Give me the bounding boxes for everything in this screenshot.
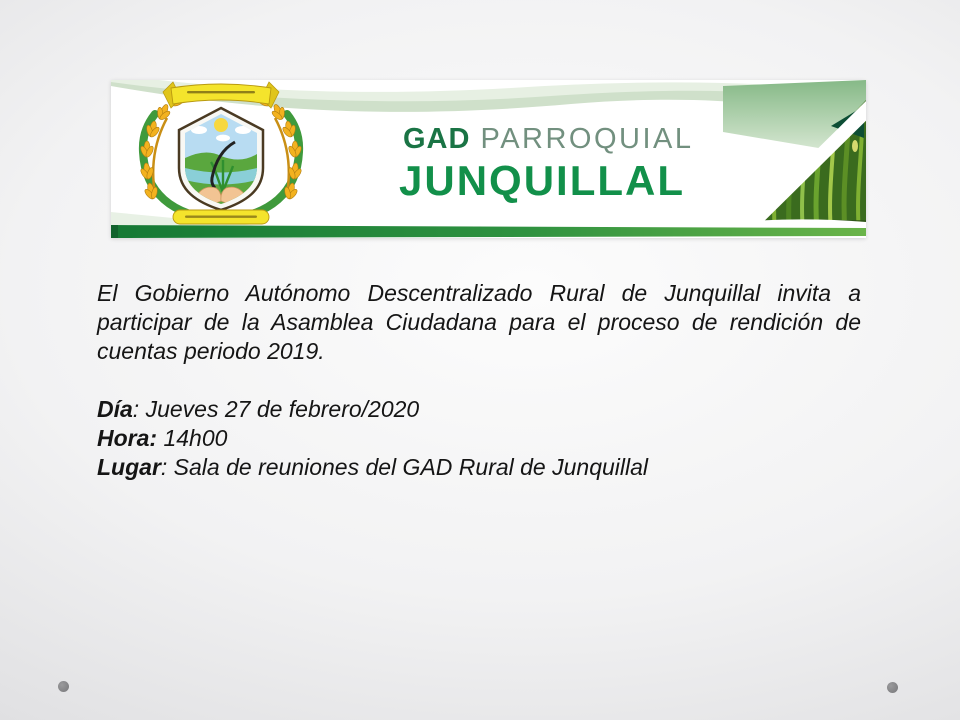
junquillal-crest-logo bbox=[111, 80, 331, 228]
brand-text bbox=[399, 123, 843, 204]
detail-dia bbox=[97, 395, 861, 424]
header-banner bbox=[111, 80, 866, 238]
brand-line1 bbox=[403, 125, 843, 154]
detail-hora-value: 14h00 bbox=[163, 425, 228, 451]
detail-dia-sep: : bbox=[132, 396, 146, 422]
detail-hora bbox=[97, 424, 861, 453]
crest-shield bbox=[179, 108, 263, 210]
detail-lugar-label: Lugar bbox=[97, 454, 161, 480]
slide-dot-left bbox=[58, 681, 69, 692]
detail-lugar-sep: : bbox=[160, 454, 174, 480]
event-details bbox=[97, 395, 861, 482]
detail-lugar-value: Sala de reuniones del GAD Rural de Junquillal bbox=[173, 454, 649, 480]
crest-sun-icon bbox=[214, 118, 228, 132]
detail-lugar bbox=[97, 453, 861, 482]
slide-dot-right bbox=[887, 682, 898, 693]
brand-parroquial: PARROQUIAL bbox=[480, 123, 694, 155]
detail-dia-label: Día bbox=[97, 396, 133, 422]
brand-gad: GAD bbox=[403, 123, 471, 155]
brand-junquillal: JUNQUILLAL bbox=[399, 157, 685, 204]
invitation-paragraph: El Gobierno Autónomo Descentralizado Rural de Junquillal invita a participar de la Asamblea Ciudadana para el proceso de rendición de cuentas periodo 2019. bbox=[97, 280, 861, 364]
detail-hora-label: Hora: bbox=[97, 425, 158, 451]
detail-dia-value: Jueves 27 de febrero/2020 bbox=[145, 396, 420, 422]
crest-ribbon-bottom bbox=[173, 210, 269, 224]
